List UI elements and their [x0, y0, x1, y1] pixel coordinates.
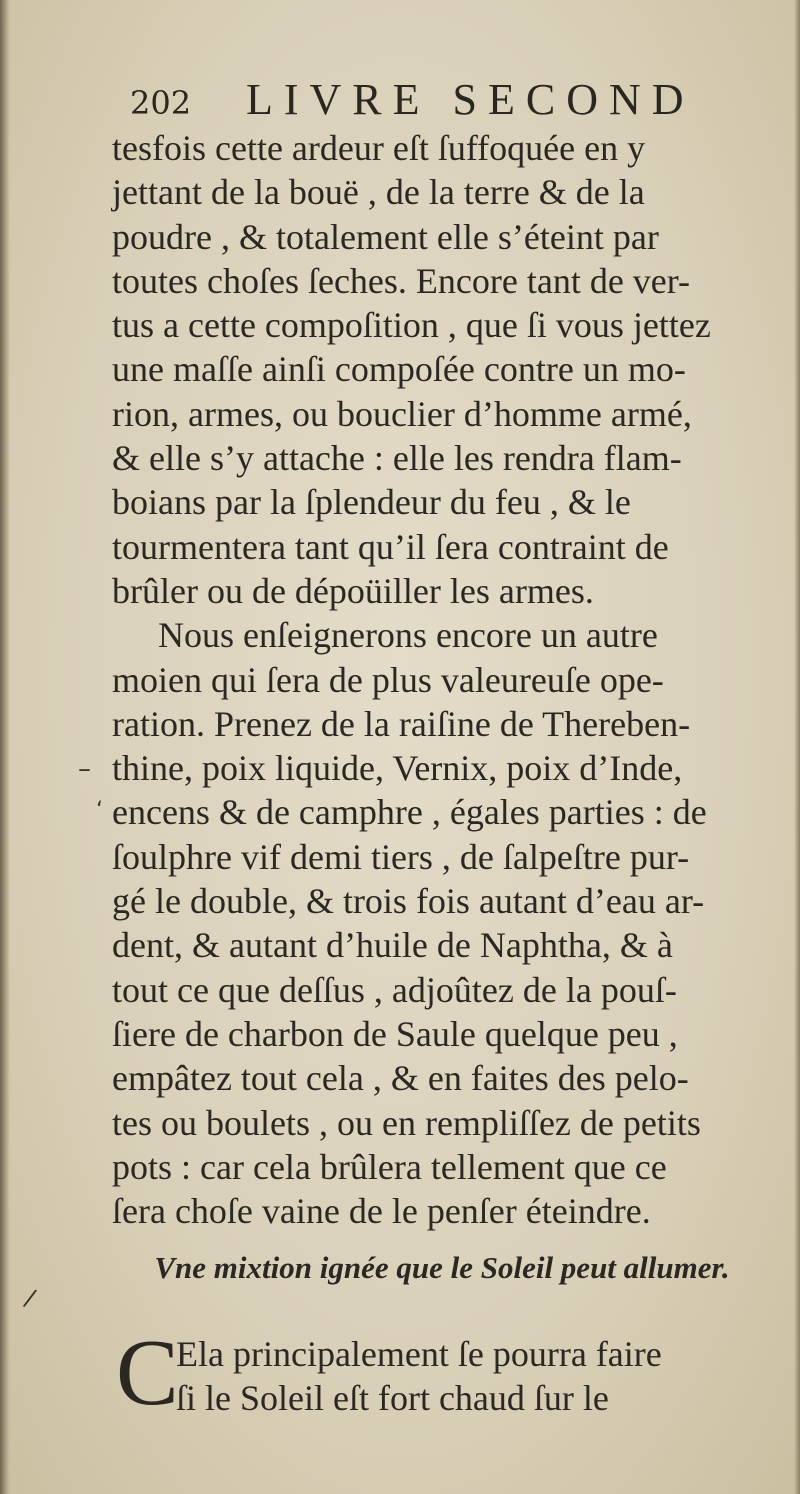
text-line: thine, poix liquide, Vernix, poix d’Inde, [112, 748, 683, 789]
text-line: tesfois cette ardeur eſt ſuffoquée en y [112, 128, 646, 168]
text-line: Nous enſeignerons encore un autre [158, 615, 658, 656]
page-number: 202 [130, 84, 192, 122]
text-line: encens & de camphre , égales parties : de [112, 792, 707, 833]
text-line: & elle s’y attache : elle les rendra flam- [112, 438, 682, 479]
text-line: ſiere de charbon de Saule quelque peu , [112, 1013, 678, 1054]
text-line: ſoulphre vif demi tiers , de ſalpeſtre pur- [112, 836, 690, 877]
page-gutter-shadow [0, 0, 10, 1494]
drop-cap-letter: C [116, 1321, 179, 1425]
margin-tick-mark: ‘ [96, 798, 103, 823]
section-title: Vne mixtion ignée que le Soleil peut allumer. [154, 1250, 730, 1285]
page-header [118, 72, 758, 132]
text-line: une maſſe ainſi compoſée contre un mo- [112, 349, 686, 390]
text-line: pots : car cela brûlera tellement que ce [112, 1146, 667, 1187]
margin-slash-mark: / [21, 1283, 39, 1313]
text-line: tes ou boulets , ou en rempliſſez de petits [112, 1102, 701, 1143]
text-line: ration. Prenez de la raiſine de Thereben- [112, 703, 691, 744]
margin-dash-mark: – [78, 754, 91, 784]
text-line: boians par la ſplendeur du feu , & le [112, 482, 631, 523]
text-line: poudre , & totalement elle s’éteint par [112, 216, 659, 257]
text-line: tourmentera tant qu’il ſera contraint de [112, 526, 669, 567]
text-line: tout ce que deſſus , adjoûtez de la pouſ- [112, 969, 677, 1010]
text-line: toutes choſes ſeches. Encore tant de ver- [112, 260, 691, 301]
text-line: tus a cette compoſition , que ſi vous jettez [112, 305, 711, 346]
text-line: rion, armes, ou bouclier d’homme armé, [112, 393, 692, 434]
body-text [112, 126, 772, 1233]
text-line: ſera choſe vaine de le penſer éteindre. [112, 1191, 651, 1232]
text-line: moien qui ſera de plus valeureuſe ope- [112, 659, 664, 700]
text-line: gé le double, & trois fois autant d’eau ar- [112, 881, 705, 922]
text-line: empâtez tout cela , & en faites des pelo- [112, 1058, 689, 1099]
text-line: brûler ou de dépoüiller les armes. [112, 570, 594, 611]
text-line: ſi le Soleil eſt fort chaud ſur le [176, 1378, 609, 1419]
page-edge-shadow [794, 0, 800, 1494]
running-head: LIVRE SECOND [246, 75, 695, 124]
text-line: jettant de la bouë , de la terre & de la [112, 172, 645, 213]
text-line: dent, & autant d’huile de Naphtha, & à [112, 925, 673, 966]
text-line: Ela principalement ſe pourra faire [176, 1334, 662, 1374]
section-start-lines [176, 1332, 662, 1421]
